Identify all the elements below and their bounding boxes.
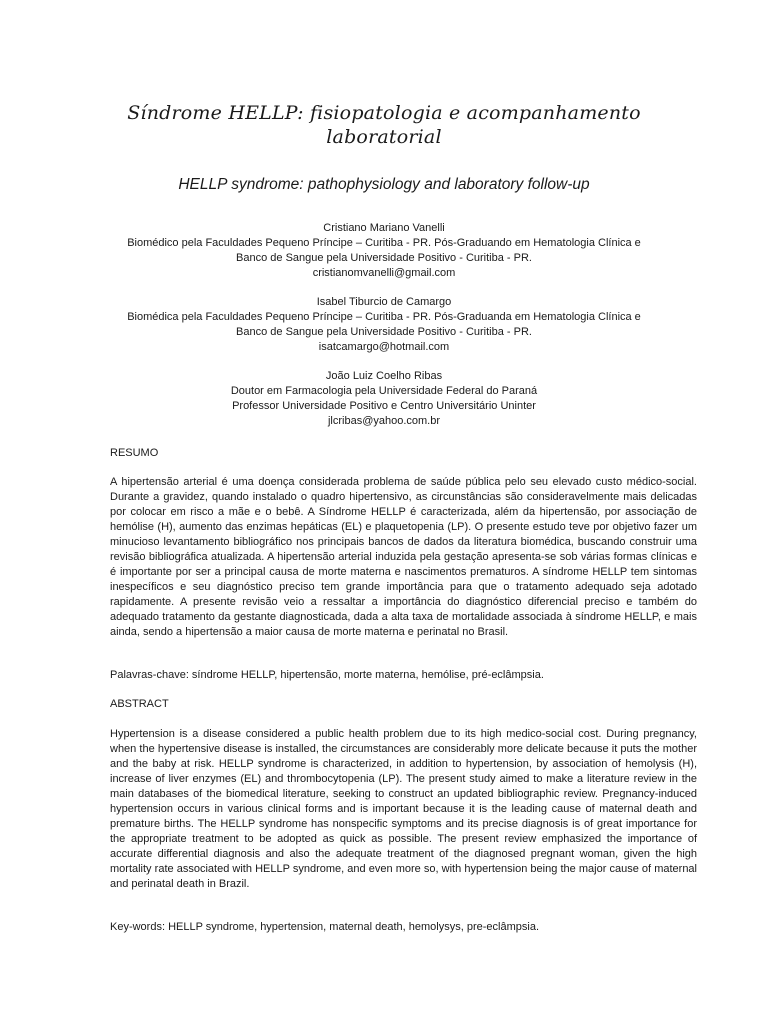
author-block-1 [110, 221, 658, 281]
author-name: Isabel Tiburcio de Camargo [316, 296, 452, 308]
author-email: isatcamargo@hotmail.com [318, 341, 450, 353]
author-affiliation: Biomédica pela Faculdades Pequeno Príncipe – Curitiba - PR. Pós-Graduanda em Hematologia Clínica e [127, 311, 641, 323]
author-email: jlcribas@yahoo.com.br [327, 415, 441, 427]
abstract-keywords: Key-words: HELLP syndrome, hypertension, maternal death, hemolysys, pre-eclâmpsia. [110, 921, 539, 933]
resumo-text: A hipertensão arterial é uma doença considerada problema de saúde pública pelo seu elevado custo médico-social. Durante a gravidez, quando instalado o quadro hipertensivo, as circunstâncias são consideravelmente mais delicadas por colocar em risco a mãe e o bebê. A Síndrome HELLP é caracterizada, além da hipertensão, por associação de hemólise (H), aumento das enzimas hepáticas (EL) e plaquetopenia (LP). O presente estudo teve por objetivo fazer um minucioso levantamento bibliográfico nos principais bancos de dados da literatura biomédica, buscando construir uma revisão bibliográfica atualizada. A hipertensão arterial induzida pela gestação apresenta-se sob várias formas clínicas e é importante por ser a principal causa de morte materna e nascimentos prematuros. A síndrome HELLP tem sintomas inespecíficos e seu diagnóstico preciso tem grande importância para que o tratamento adequado seja adotado rapidamente. A presente revisão veio a ressaltar a importância do diagnóstico diferencial preciso e também do adequado tratamento da gestante diagnosticada, dada a alta taxa de mortalidade associada à síndrome HELLP, e mais ainda, sendo a hipertensão a maior causa de morte materna e perinatal no Brasil. [110, 476, 697, 638]
author-affiliation: Banco de Sangue pela Universidade Positivo - Curitiba - PR. [236, 326, 532, 338]
abstract-text: Hypertension is a disease considered a public health problem due to its high medico-social cost. During pregnancy, when the hypertensive disease is installed, the circumstances are considerably more delicate because it puts the mother and the baby at risk. HELLP syndrome is characterized, in addition to hypertension, by association of hemolysis (H), increase of liver enzymes (EL) and thrombocytopenia (LP). The present study aimed to make a literature review in the main databases of the biomedical literature, seeking to construct an updated bibliographic review. Pregnancy-induced hypertension occurs in various clinical forms and is important because it is the leading cause of maternal death and premature births. The HELLP syndrome has nonspecific symptoms and its precise diagnosis is of great importance for the appropriate treatment to be adopted as quick as possible. The present review emphasized the importance of accurate differential diagnosis and also the adequate treatment of the diagnosed pregnant woman, given the high mortality rate associated with HELLP syndrome, and even more so, with hypertension being the major cause of maternal and perinatal death in Brazil. [110, 728, 697, 890]
resumo-keywords: Palavras-chave: síndrome HELLP, hipertensão, morte materna, hemólise, pré-eclâmpsia. [110, 669, 544, 681]
paper-subtitle: HELLP syndrome: pathophysiology and laboratory follow-up [178, 176, 590, 193]
author-name: João Luiz Coelho Ribas [325, 370, 443, 382]
author-block-3 [110, 369, 658, 429]
resumo-heading: RESUMO [110, 447, 159, 459]
author-block-2 [110, 295, 658, 355]
author-email: cristianomvanelli@gmail.com [312, 267, 456, 279]
paper-title: Síndrome HELLP: fisiopatologia e acompanhamento laboratorial [127, 102, 641, 148]
author-affiliation: Doutor em Farmacologia pela Universidade Federal do Paraná [230, 385, 538, 397]
author-affiliation: Professor Universidade Positivo e Centro Universitário Uninter [232, 400, 536, 412]
author-name: Cristiano Mariano Vanelli [323, 222, 445, 234]
author-affiliation: Banco de Sangue pela Universidade Positivo - Curitiba - PR. [236, 252, 532, 264]
author-affiliation: Biomédico pela Faculdades Pequeno Príncipe – Curitiba - PR. Pós-Graduando em Hematologia Clínica e [127, 237, 641, 249]
abstract-heading: ABSTRACT [110, 698, 169, 710]
